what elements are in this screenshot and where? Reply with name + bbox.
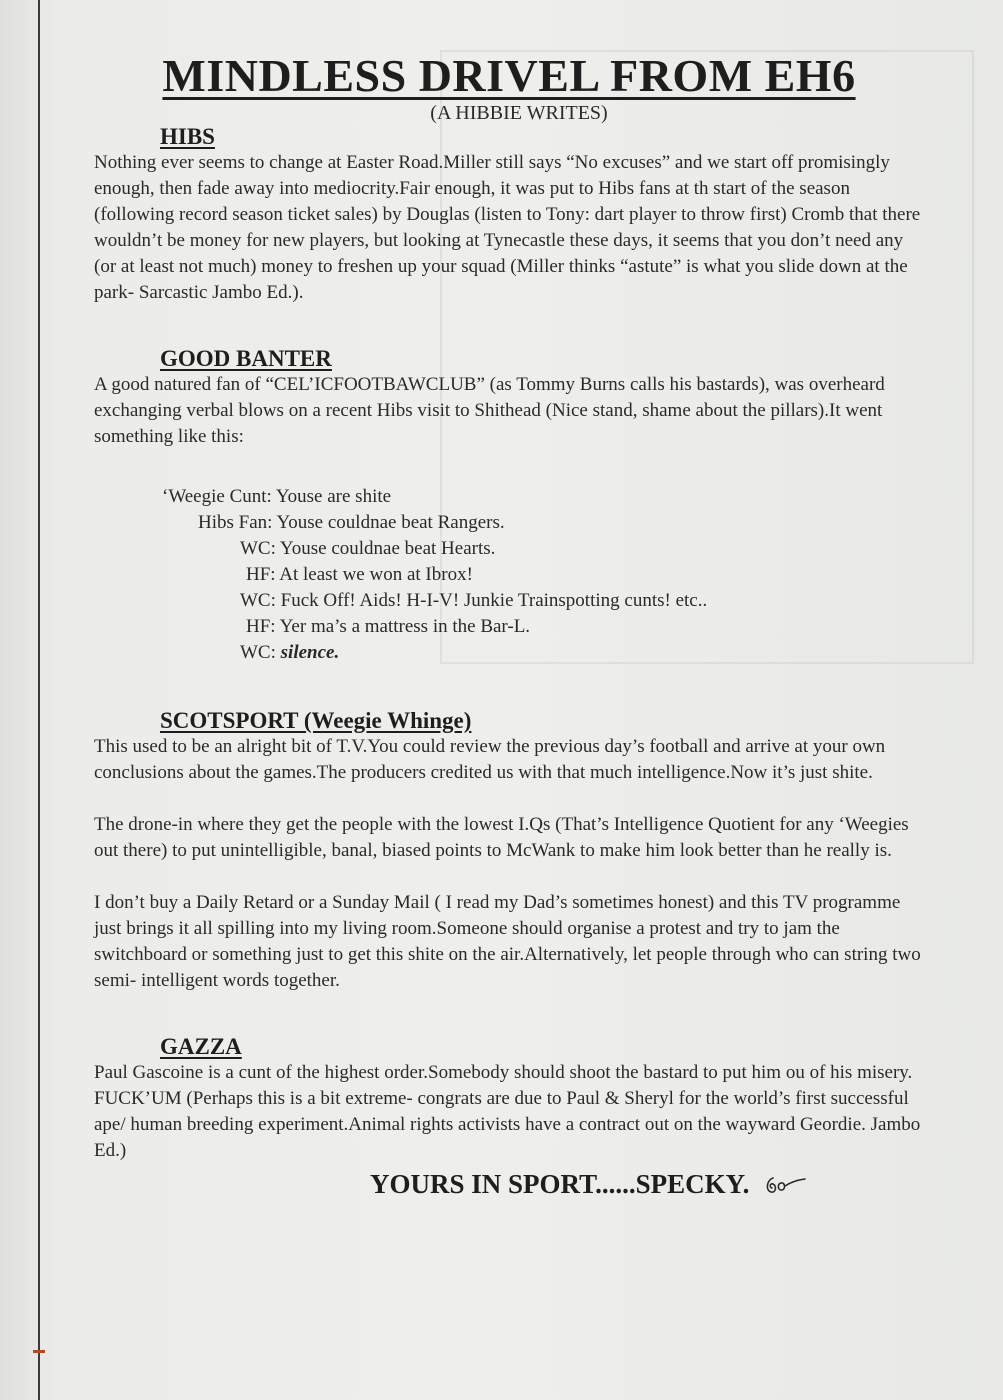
section-heading-gazza: GAZZA bbox=[160, 1034, 242, 1059]
dialogue-speaker: WC: bbox=[240, 642, 281, 663]
dialogue-line: Hibs Fan: Youse couldnae beat Rangers. bbox=[198, 512, 505, 533]
section-good-banter bbox=[94, 346, 924, 666]
section-body-gazza: Paul Gascoine is a cunt of the highest order.Somebody should shoot the bastard to put him ou of his misery. FUCK’UM (Perhaps this is a bit extreme- congrats are due to Paul & Sheryl for the world’s first successful ape/ human breeding experiment.Animal rights activists have a contract out on the wayward Geordie. Jambo Ed.) bbox=[94, 1062, 921, 1161]
dialogue-line: WC: Fuck Off! Aids! H-I-V! Junkie Trainspotting cunts! etc.. bbox=[240, 590, 708, 611]
section-body-scotsport-3: I don’t buy a Daily Retard or a Sunday Mail ( I read my Dad’s sometimes honest) and this TV programme just brings it all spilling into my living room.Someone should organise a protest and try to jam the switchboard or something just to get this shite on the air.Alternatively, let people through who can string two semi- intelligent words together. bbox=[94, 892, 921, 991]
dialogue-line: HF: Yer ma’s a mattress in the Bar-L. bbox=[246, 616, 531, 637]
dialogue-line: HF: At least we won at Ibrox! bbox=[246, 564, 473, 585]
section-body-good-banter: A good natured fan of “CEL’ICFOOTBAWCLUB” (as Tommy Burns calls his bastards), was overheard exchanging verbal blows on a recent Hibs visit to Shithead (Nice stand, shame about the pillars).It went something like this: bbox=[94, 374, 885, 447]
spine-mark bbox=[33, 1350, 45, 1353]
section-body-scotsport-1: This used to be an alright bit of T.V.You could review the previous day’s football and arrive at your own conclusions about the games.The producers credited us with that much intelligence.Now it’s just shite. bbox=[94, 736, 886, 783]
section-body-hibs: Nothing ever seems to change at Easter Road.Miller still says “No excuses” and we start off promisingly enough, then fade away into mediocrity.Fair enough, it was put to Hibs fans at th start of the season (following record season ticket sales) by Douglas (listen to Tony: dart player to throw first) Cromb that there wouldn’t be money for new players, but looking at Tynecastle these days, it seems that you don’t need any (or at least not much) money to freshen up your squad (Miller thinks “astute” is what you slide down at the park- Sarcastic Jambo Ed.). bbox=[94, 152, 921, 303]
section-body-scotsport-2: The drone-in where they get the people with the lowest I.Qs (That’s Intelligence Quotient for any ‘Weegies out there) to put unintelligible, banal, biased points to McWank to make him look better than he really is. bbox=[94, 814, 909, 861]
banter-dialogue bbox=[94, 484, 924, 666]
section-heading-hibs: HIBS bbox=[160, 124, 215, 149]
section-gazza bbox=[94, 1034, 924, 1164]
section-hibs bbox=[94, 124, 924, 306]
signoff-text: YOURS IN SPORT......SPECKY. bbox=[370, 1169, 750, 1199]
dialogue-line-last bbox=[94, 640, 924, 666]
dialogue-line: WC: Youse couldnae beat Hearts. bbox=[240, 538, 496, 559]
section-heading-scotsport: SCOTSPORT (Weegie Whinge) bbox=[160, 708, 472, 733]
dialogue-silence: silence. bbox=[280, 642, 340, 663]
page-spine bbox=[38, 0, 40, 1400]
signoff bbox=[94, 1168, 924, 1200]
signature-scribble-icon bbox=[763, 1170, 807, 1198]
section-heading-good-banter: GOOD BANTER bbox=[160, 346, 332, 371]
article-subtitle: (A HIBBIE WRITES) bbox=[430, 102, 608, 124]
article bbox=[94, 50, 924, 1200]
article-title: MINDLESS DRIVEL FROM EH6 bbox=[162, 50, 856, 101]
dialogue-line: ‘Weegie Cunt: Youse are shite bbox=[162, 486, 392, 507]
section-scotsport bbox=[94, 708, 924, 994]
